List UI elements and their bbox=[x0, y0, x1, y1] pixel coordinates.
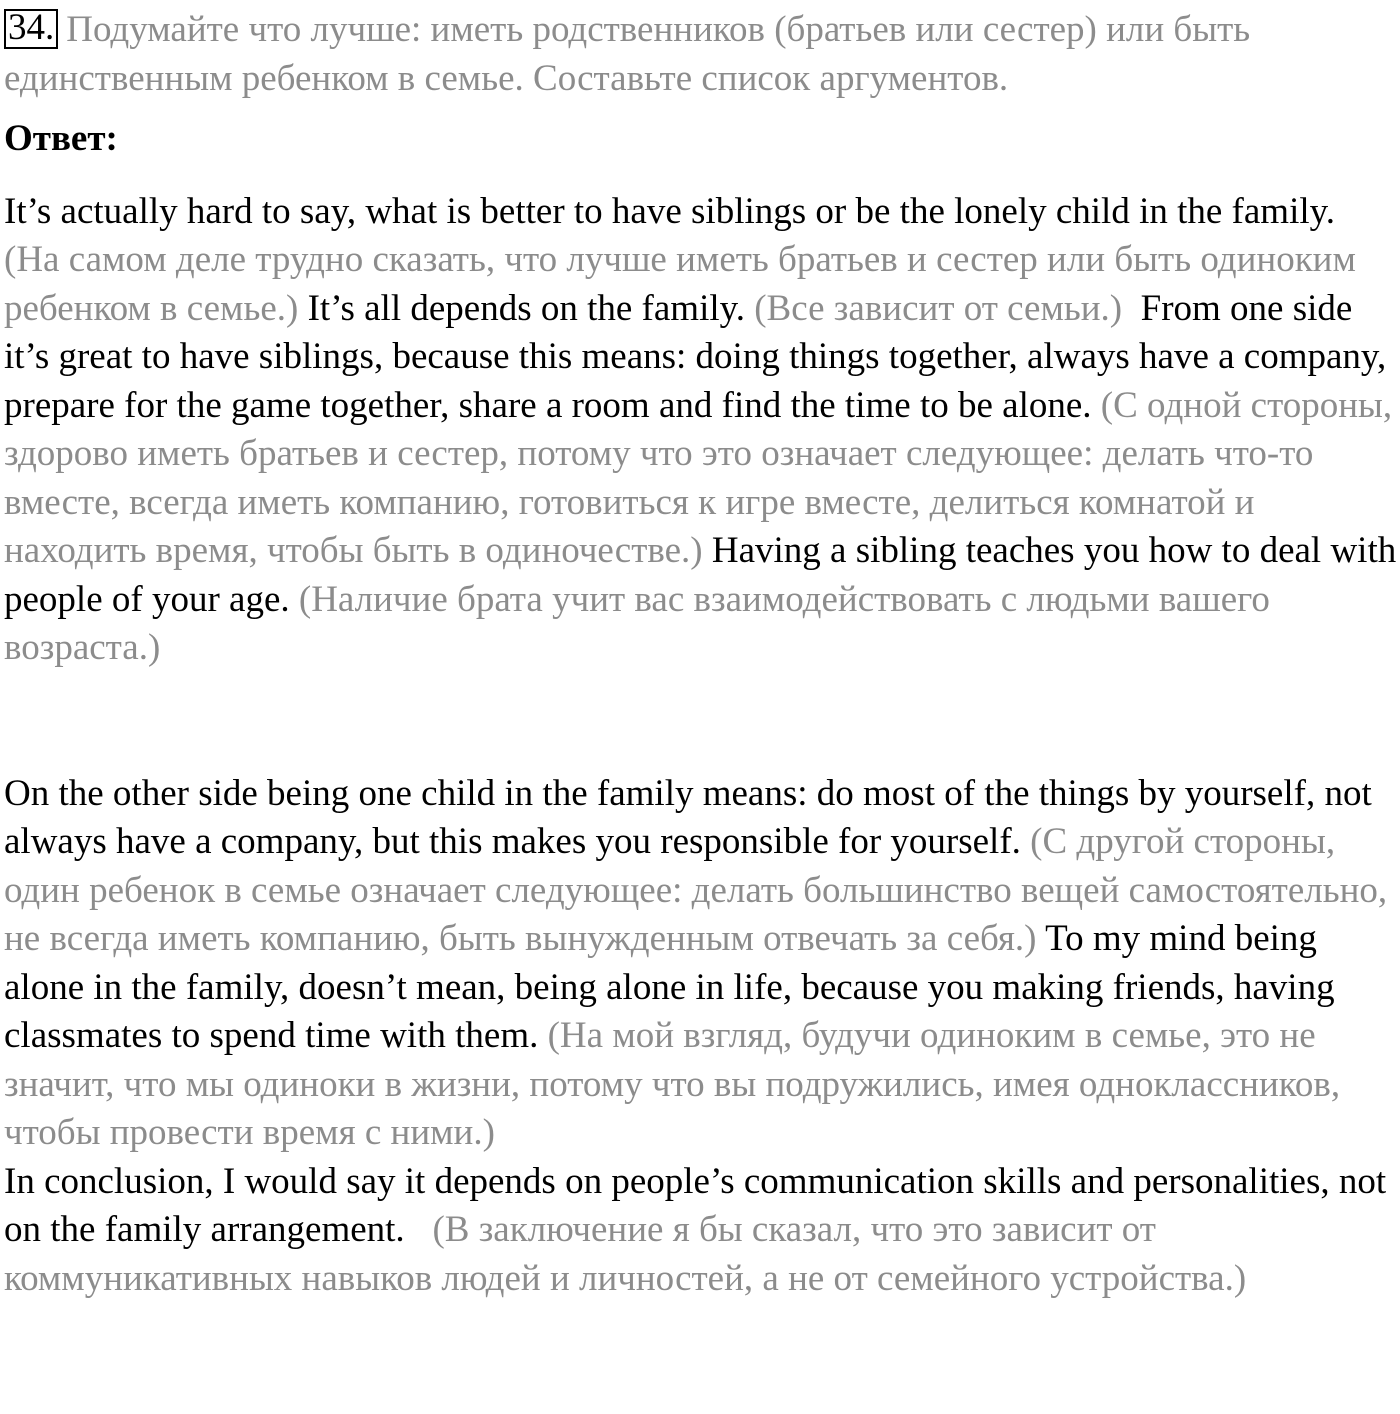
english-sentence: Having a sibling teaches you how to deal with people of your age. bbox=[4, 530, 1397, 620]
russian-translation: (На мой взгляд, будучи одиноким в семье, это не значит, что мы одиноки в жизни, потому что вы подружились, имея одноклассников, чтобы провести время с ними.) bbox=[4, 1015, 1341, 1153]
english-sentence: On the other side being one child in the family means: do most of the things by yourself, not always have a company, but this makes you responsible for yourself. bbox=[4, 772, 1372, 862]
answer-label: Ответ: bbox=[4, 118, 118, 159]
russian-translation: (Все зависит от семьи.) bbox=[754, 287, 1123, 329]
english-sentence: In conclusion, I would say it depends on people’s communication skills and personalities, not on the family arrangement. bbox=[4, 1160, 1387, 1250]
english-sentence: It’s actually hard to say, what is better to have siblings or be the lonely child in the family. bbox=[4, 190, 1335, 232]
english-sentence: From one side it’s great to have siblings, because this means: doing things together, always have a company, prepare for the game together, share a room and find the time to be alone. bbox=[4, 287, 1387, 426]
answer-paragraph-3 bbox=[4, 1158, 1398, 1304]
english-sentence: To my mind being alone in the family, doesn’t mean, being alone in life, because you making friends, having classmates to spend time with them. bbox=[4, 918, 1335, 1056]
task-statement bbox=[4, 6, 1398, 103]
paragraph-spacer bbox=[4, 673, 1398, 770]
answer-paragraph-1 bbox=[4, 188, 1398, 673]
english-sentence: It’s all depends on the family. bbox=[307, 287, 745, 329]
answer-paragraph-2 bbox=[4, 770, 1398, 1158]
russian-translation: (В заключение я бы сказал, что это зависит от коммуникативных навыков людей и личностей, а не от семейного устройства.) bbox=[4, 1209, 1247, 1299]
task-text: Подумайте что лучше: иметь родственников (братьев или сестер) или быть единственным ребенком в семье. Составьте список аргументов. bbox=[4, 9, 1251, 99]
russian-translation: (На самом деле трудно сказать, что лучше иметь братьев и сестер или быть одиноким ребенком в семье.) bbox=[4, 239, 1356, 329]
russian-translation: (Наличие брата учит вас взаимодействовать с людьми вашего возраста.) bbox=[4, 578, 1270, 668]
russian-translation: (С одной стороны, здорово иметь братьев и сестер, потому что это означает следующее: делать что-то вместе, всегда иметь компанию, готовиться к игре вместе, делиться комнатой и находить время, чтобы быть в одиночестве.) bbox=[4, 384, 1393, 571]
task-number: 34. bbox=[4, 9, 58, 49]
answer-body bbox=[4, 188, 1398, 1304]
russian-translation: (С другой стороны, один ребенок в семье означает следующее: делать большинство вещей самостоятельно, не всегда иметь компанию, быть вынужденным отвечать за себя.) bbox=[4, 821, 1388, 959]
